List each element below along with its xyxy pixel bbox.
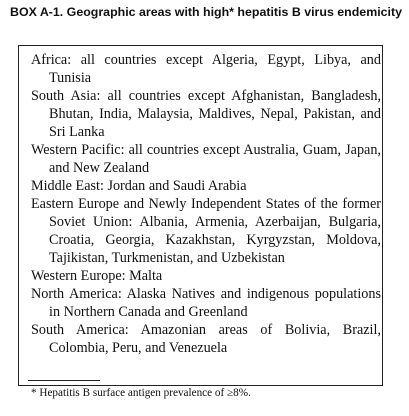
region-entry-south-america: South America: Amazonian areas of Bolivia, Brazil, Colombia, Peru, and Venezuela: [31, 322, 381, 356]
region-entry-western-pacific: Western Pacific: all countries except Australia, Guam, Japan, and New Zealand: [31, 142, 381, 176]
box-frame: [18, 45, 383, 386]
region-entry-africa: Africa: all countries except Algeria, Egypt, Libya, and Tunisia: [31, 52, 381, 86]
footnote: * Hepatitis B surface antigen prevalence of ≥8%.: [31, 387, 251, 399]
box-title: BOX A-1. Geographic areas with high* hepatitis B virus endemicity: [10, 5, 403, 19]
footnote-divider: [28, 380, 100, 381]
region-entry-western-europe: Western Europe: Malta: [31, 268, 163, 284]
region-entry-south-asia: South Asia: all countries except Afghanistan, Bangladesh, Bhutan, India, Malaysia, Maldives, Nepal, Pakistan, and Sri Lanka: [31, 88, 381, 140]
region-list: [31, 51, 381, 357]
region-entry-middle-east: Middle East: Jordan and Saudi Arabia: [31, 178, 247, 194]
region-entry-north-america: North America: Alaska Natives and indigenous populations in Northern Canada and Greenland: [31, 286, 381, 320]
region-entry-eastern-europe: Eastern Europe and Newly Independent States of the former Soviet Union: Albania, Armenia, Azerbaijan, Bulgaria, Croatia, Georgia, Kazakhstan, Kyrgyzstan, Moldova, Tajikistan, Turkmenistan, and Uzbekistan: [31, 196, 381, 266]
